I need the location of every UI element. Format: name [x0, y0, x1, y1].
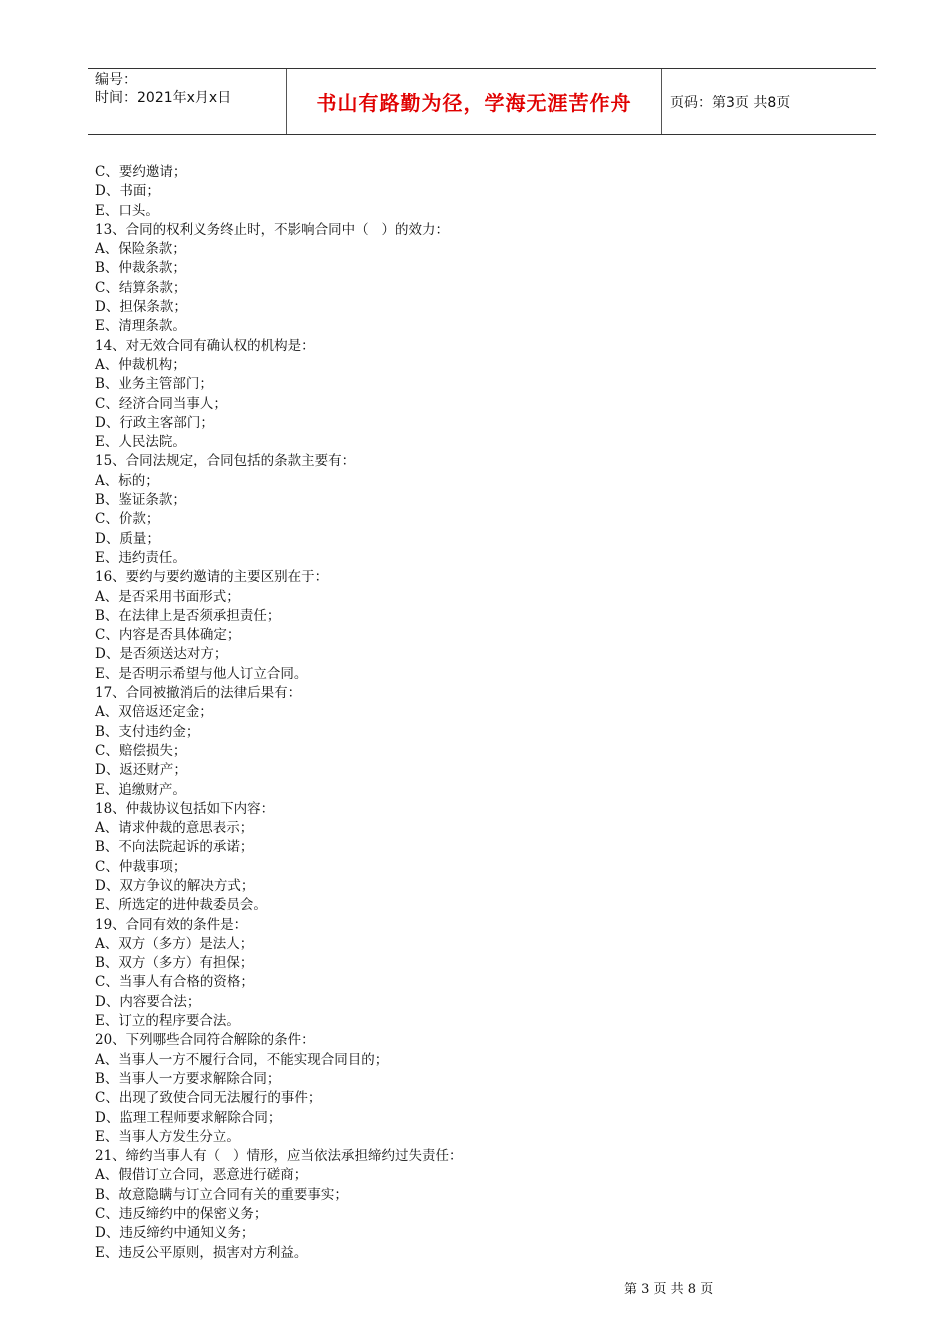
serial-label: 编号： [95, 72, 137, 88]
page-header [88, 68, 876, 135]
document-line: D、质量； [95, 530, 160, 547]
document-line: E、所选定的进仲裁委员会。 [95, 897, 267, 914]
document-line: A、仲裁机构； [95, 356, 186, 373]
document-line: D、违反缔约中通知义务； [95, 1225, 255, 1242]
document-line: A、是否采用书面形式； [95, 588, 240, 605]
document-line: C、内容是否具体确定； [95, 627, 241, 644]
document-line: C、经济合同当事人； [95, 395, 227, 412]
document-line: B、业务主管部门； [95, 376, 213, 393]
document-line: C、仲裁事项； [95, 858, 187, 875]
document-line: D、返还财产； [95, 762, 187, 779]
document-line: 13、合同的权利义务终止时，不影响合同中（ ）的效力： [95, 221, 450, 238]
document-line: D、内容要合法； [95, 993, 201, 1010]
document-line: C、当事人有合格的资格； [95, 974, 254, 991]
document-line: 16、要约与要约邀请的主要区别在于： [95, 569, 329, 586]
document-line: 19、合同有效的条件是： [95, 916, 248, 933]
document-line: E、清理条款。 [95, 318, 186, 335]
document-line: A、当事人一方不履行合同，不能实现合同目的； [95, 1051, 389, 1068]
header-page-cell [662, 69, 876, 134]
header-motto: 书山有路勤为径，学海无涯苦作舟 [316, 91, 632, 115]
document-line: D、行政主客部门； [95, 414, 214, 431]
time-label: 时间：2021年x月x日 [95, 90, 232, 106]
document-line: 17、合同被撤消后的法律后果有： [95, 685, 302, 702]
document-line: E、违反公平原则，损害对方利益。 [95, 1244, 308, 1261]
document-line: D、双方争议的解决方式； [95, 877, 255, 894]
document-line: B、当事人一方要求解除合同； [95, 1070, 281, 1087]
document-line: B、双方（多方）有担保； [95, 955, 254, 972]
document-line: E、违约责任。 [95, 549, 186, 566]
document-line: E、追缴财产。 [95, 781, 186, 798]
document-line: C、结算条款； [95, 279, 187, 296]
document-line: 15、合同法规定，合同包括的条款主要有： [95, 453, 356, 470]
document-line: 18、仲裁协议包括如下内容： [95, 800, 275, 817]
document-line: C、出现了致使合同无法履行的事件； [95, 1090, 322, 1107]
document-line: A、双倍返还定金； [95, 704, 213, 721]
document-line: B、支付违约金； [95, 723, 200, 740]
document-line: 14、对无效合同有确认权的机构是： [95, 337, 315, 354]
document-line: A、请求仲裁的意思表示； [95, 820, 254, 837]
page-footer: 第 3 页 共 8 页 [624, 1282, 714, 1297]
document-line: A、标的； [95, 472, 159, 489]
document-line: A、双方（多方）是法人； [95, 935, 254, 952]
header-motto-cell [287, 69, 662, 134]
document-line: A、假借订立合同，恶意进行磋商； [95, 1167, 308, 1184]
document-body [95, 163, 855, 1263]
document-line: B、故意隐瞒与订立合同有关的重要事实； [95, 1186, 348, 1203]
document-line: D、是否须送达对方； [95, 646, 228, 663]
header-page-label: 页码：第3页 共8页 [670, 94, 791, 111]
document-line: E、口头。 [95, 202, 159, 219]
document-line: E、当事人方发生分立。 [95, 1128, 240, 1145]
document-line: B、在法律上是否须承担责任； [95, 607, 281, 624]
document-line: D、担保条款； [95, 299, 187, 316]
header-meta [88, 69, 287, 134]
document-line: C、赔偿损失； [95, 742, 187, 759]
document-line: E、订立的程序要合法。 [95, 1013, 240, 1030]
document-line: 20、下列哪些合同符合解除的条件： [95, 1032, 315, 1049]
document-line: A、保险条款； [95, 241, 186, 258]
document-line: B、不向法院起诉的承诺； [95, 839, 254, 856]
document-line: C、要约邀请； [95, 164, 187, 180]
document-line: C、价款； [95, 511, 160, 528]
document-line: D、书面； [95, 183, 160, 200]
document-line: B、仲裁条款； [95, 260, 186, 277]
document-line: C、违反缔约中的保密义务； [95, 1206, 268, 1223]
document-line: D、监理工程师要求解除合同； [95, 1109, 282, 1126]
document-line: E、人民法院。 [95, 434, 186, 451]
document-line: 21、缔约当事人有（ ）情形，应当依法承担缔约过失责任： [95, 1148, 463, 1165]
document-line: B、鉴证条款； [95, 492, 186, 509]
document-line: E、是否明示希望与他人订立合同。 [95, 665, 308, 682]
